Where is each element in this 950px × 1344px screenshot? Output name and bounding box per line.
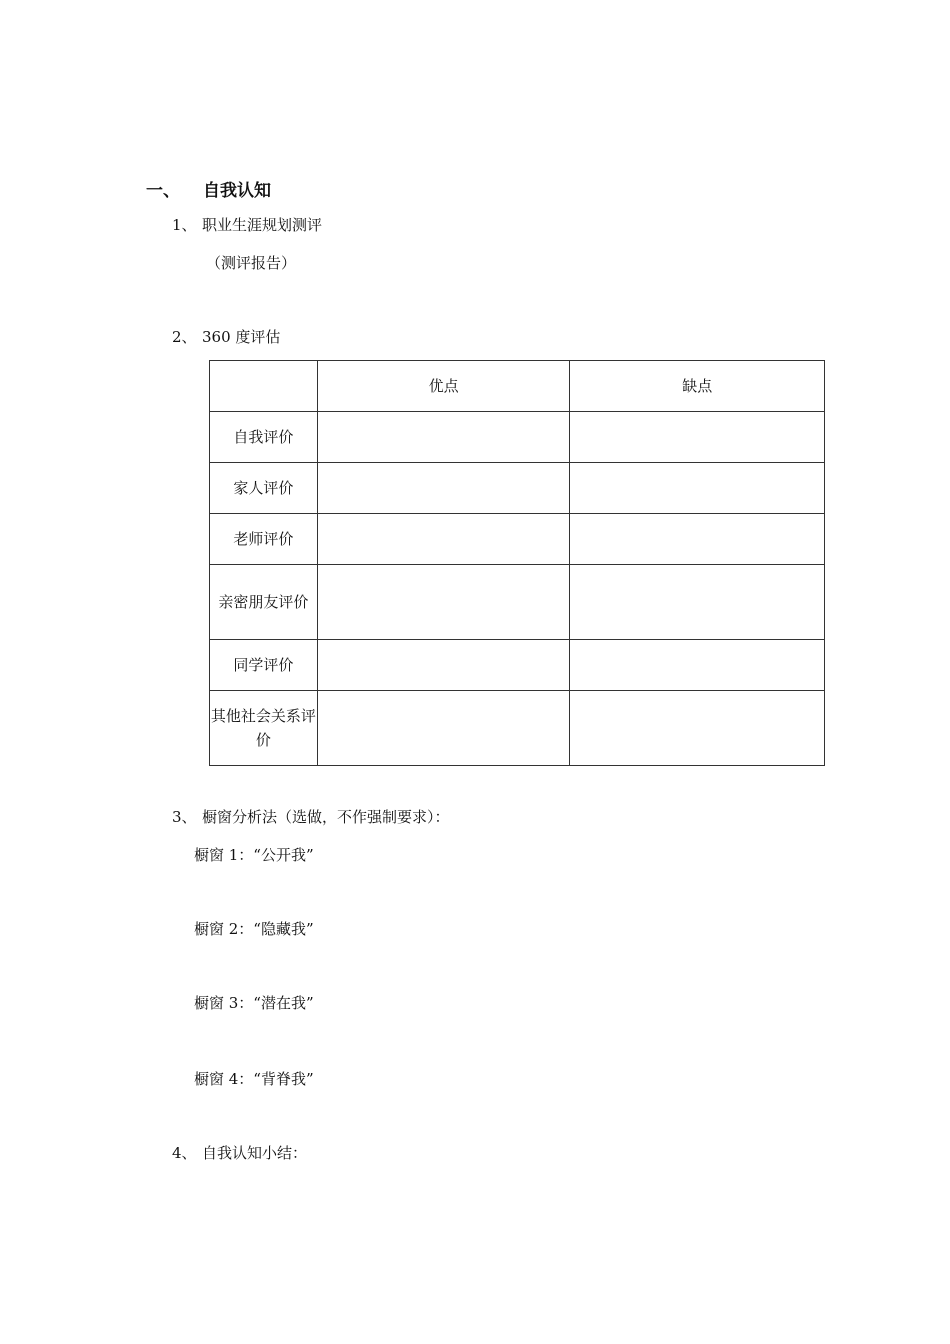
item-2-number: 2、 [172,328,197,346]
evaluation-table [209,360,825,766]
item-3-number: 3、 [172,808,197,826]
table-header-pros: 优点 [317,361,570,412]
item-1-heading [172,214,322,235]
item-4-number: 4、 [172,1144,197,1162]
pros-cell[interactable] [317,463,570,514]
pros-cell[interactable] [317,691,570,766]
window-2: 橱窗 2：“隐藏我” [194,920,314,938]
table-header-corner [210,361,318,412]
cons-cell[interactable] [570,412,825,463]
item-1-note: （测评报告） [206,254,297,272]
cons-cell[interactable] [570,691,825,766]
window-4: 橱窗 4：“背脊我” [194,1070,314,1088]
section-number: 一、 [146,181,180,201]
row-label: 亲密朋友评价 [210,565,318,640]
item-2-heading [172,326,280,347]
section-title: 自我认知 [203,181,271,201]
pros-cell[interactable] [317,514,570,565]
pros-cell[interactable] [317,412,570,463]
row-label: 家人评价 [210,463,318,514]
pros-cell[interactable] [317,565,570,640]
item-1-number: 1、 [172,216,197,234]
pros-cell[interactable] [317,640,570,691]
item-3-title: 橱窗分析法（选做，不作强制要求）： [202,808,450,826]
table-row [210,565,825,640]
table-row [210,514,825,565]
row-label: 同学评价 [210,640,318,691]
cons-cell[interactable] [570,514,825,565]
table-row [210,640,825,691]
cons-cell[interactable] [570,565,825,640]
window-1: 橱窗 1：“公开我” [194,846,314,864]
row-label: 其他社会关系评价 [210,691,318,766]
item-3-heading [172,806,450,827]
cons-cell[interactable] [570,640,825,691]
table-row [210,463,825,514]
row-label: 自我评价 [210,412,318,463]
section-heading [146,176,271,201]
item-4-title: 自我认知小结： [202,1144,308,1162]
item-4-heading [172,1142,307,1163]
table-row [210,691,825,766]
table-header-cons: 缺点 [570,361,825,412]
table-row [210,412,825,463]
row-label: 老师评价 [210,514,318,565]
item-1-title: 职业生涯规划测评 [202,216,323,234]
window-3: 橱窗 3：“潜在我” [194,994,314,1012]
cons-cell[interactable] [570,463,825,514]
table-header-row [210,361,825,412]
item-2-title: 360 度评估 [202,328,281,346]
